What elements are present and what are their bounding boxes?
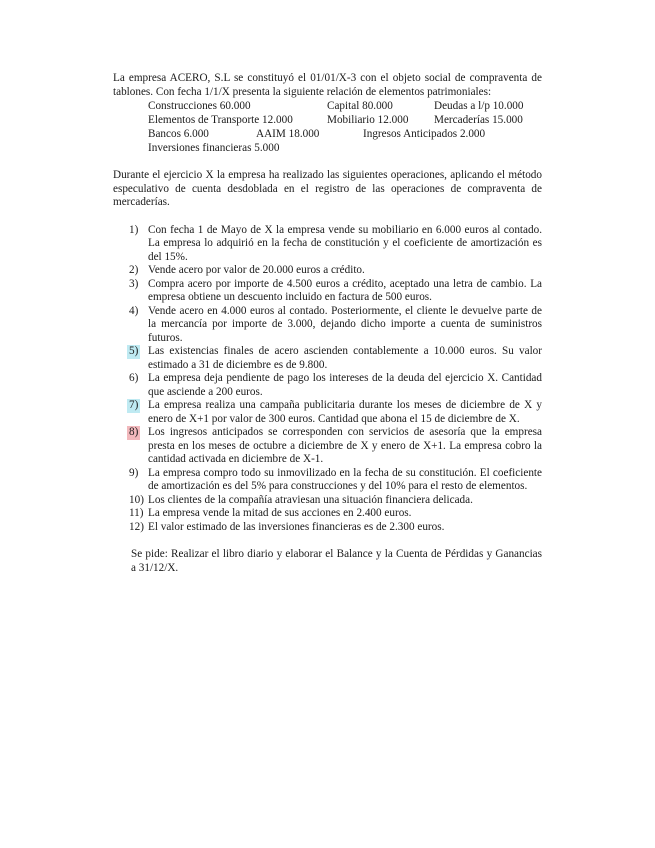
item-number: 11) [129, 507, 144, 519]
element-inversiones-financieras: Inversiones financieras 5.000 [148, 142, 280, 154]
item-number: 2) [129, 264, 139, 276]
list-item [113, 507, 542, 521]
item-number: 12) [129, 520, 144, 533]
element-aaim: AAIM 18.000 [256, 128, 320, 140]
list-item [113, 426, 542, 467]
item-number: 9) [129, 466, 139, 479]
item-number: 7) [129, 399, 139, 411]
list-item [113, 494, 542, 508]
list-item [113, 399, 542, 426]
patrimonial-elements [113, 99, 542, 181]
item-text: La empresa compro todo su inmovilizado en la fecha de su constitución. El coeficiente de amortización es del 5% para construcciones y del 10% para el resto de elementos. [148, 466, 542, 492]
list-item [113, 372, 542, 399]
item-text: El valor estimado de las inversiones financieras es de 2.300 euros. [148, 520, 445, 533]
item-number: 8) [129, 426, 139, 438]
item-text: Los clientes de la compañía atraviesan una situación financiera delicada. [148, 493, 473, 506]
element-mobiliario: Mobiliario 12.000 [327, 114, 409, 126]
item-number: 6) [129, 372, 139, 384]
list-item [113, 278, 542, 305]
item-text: Vende acero por valor de 20.000 euros a crédito. [148, 264, 365, 276]
item-number: 4) [129, 304, 139, 317]
list-item [113, 264, 542, 278]
item-text: Los ingresos anticipados se corresponden con servicios de asesoría que la empresa presta en los meses de octubre a diciembre de X y enero de X+1. La empresa cobro la cantidad activada en diciembre de X-1. [148, 426, 542, 465]
item-text: La empresa vende la mitad de sus acciones en 2.400 euros. [148, 507, 412, 519]
element-bancos: Bancos 6.000 [148, 128, 209, 140]
item-text: Vende acero en 4.000 euros al contado. Posteriormente, el cliente le devuelve parte de la mercancía por importe de 3.000, dejando dicho importe a cuenta de suministros futuros. [148, 304, 542, 344]
list-item [113, 467, 542, 494]
request-paragraph: Se pide: Realizar el libro diario y elaborar el Balance y la Cuenta de Pérdidas y Ganancias a 31/12/X. [131, 548, 542, 574]
element-capital: Capital 80.000 [327, 100, 393, 112]
item-text: Las existencias finales de acero ascienden contablemente a 10.000 euros. Su valor estimado a 31 de diciembre es de 9.800. [148, 345, 542, 371]
list-item [113, 521, 542, 535]
operations-intro-paragraph: Durante el ejercicio X la empresa ha realizado las siguientes operaciones, aplicando el método especulativo de cuenta desdoblada en el registro de las operaciones de compraventa de mercaderías. [113, 169, 542, 208]
intro-paragraph: La empresa ACERO, S.L se constituyó el 01/01/X-3 con el objeto social de compraventa de tablones. Con fecha 1/1/X presenta la siguiente relación de elementos patrimoniales: [113, 72, 542, 98]
item-text: Compra acero por importe de 4.500 euros a crédito, aceptado una letra de cambio. La empresa obtiene un descuento incluido en factura de 500 euros. [148, 277, 542, 303]
item-text: La empresa deja pendiente de pago los intereses de la deuda del ejercicio X. Cantidad que asciende a 200 euros. [148, 372, 542, 398]
element-mercaderias: Mercaderías 15.000 [434, 114, 523, 126]
list-item [113, 345, 542, 372]
item-number: 1) [129, 223, 139, 236]
item-number: 10) [129, 493, 144, 506]
operations-list [113, 224, 542, 535]
element-deudas: Deudas a l/p 10.000 [434, 100, 524, 112]
element-elementos-transporte: Elementos de Transporte 12.000 [148, 114, 293, 126]
element-ingresos-anticipados: Ingresos Anticipados 2.000 [363, 128, 486, 140]
item-number: 5) [129, 345, 139, 357]
document-page [113, 72, 542, 575]
list-item [113, 224, 542, 265]
element-construcciones: Construcciones 60.000 [148, 100, 251, 112]
item-text: La empresa realiza una campaña publicitaria durante los meses de diciembre de X y enero de X+1 por valor de 300 euros. Cantidad que abona el 15 de diciembre de X. [148, 399, 542, 425]
list-item [113, 305, 542, 346]
item-number: 3) [129, 277, 139, 290]
item-text: Con fecha 1 de Mayo de X la empresa vende su mobiliario en 6.000 euros al contado. La empresa lo adquirió en la fecha de constitución y el coeficiente de amortización es del 15%. [148, 223, 542, 263]
